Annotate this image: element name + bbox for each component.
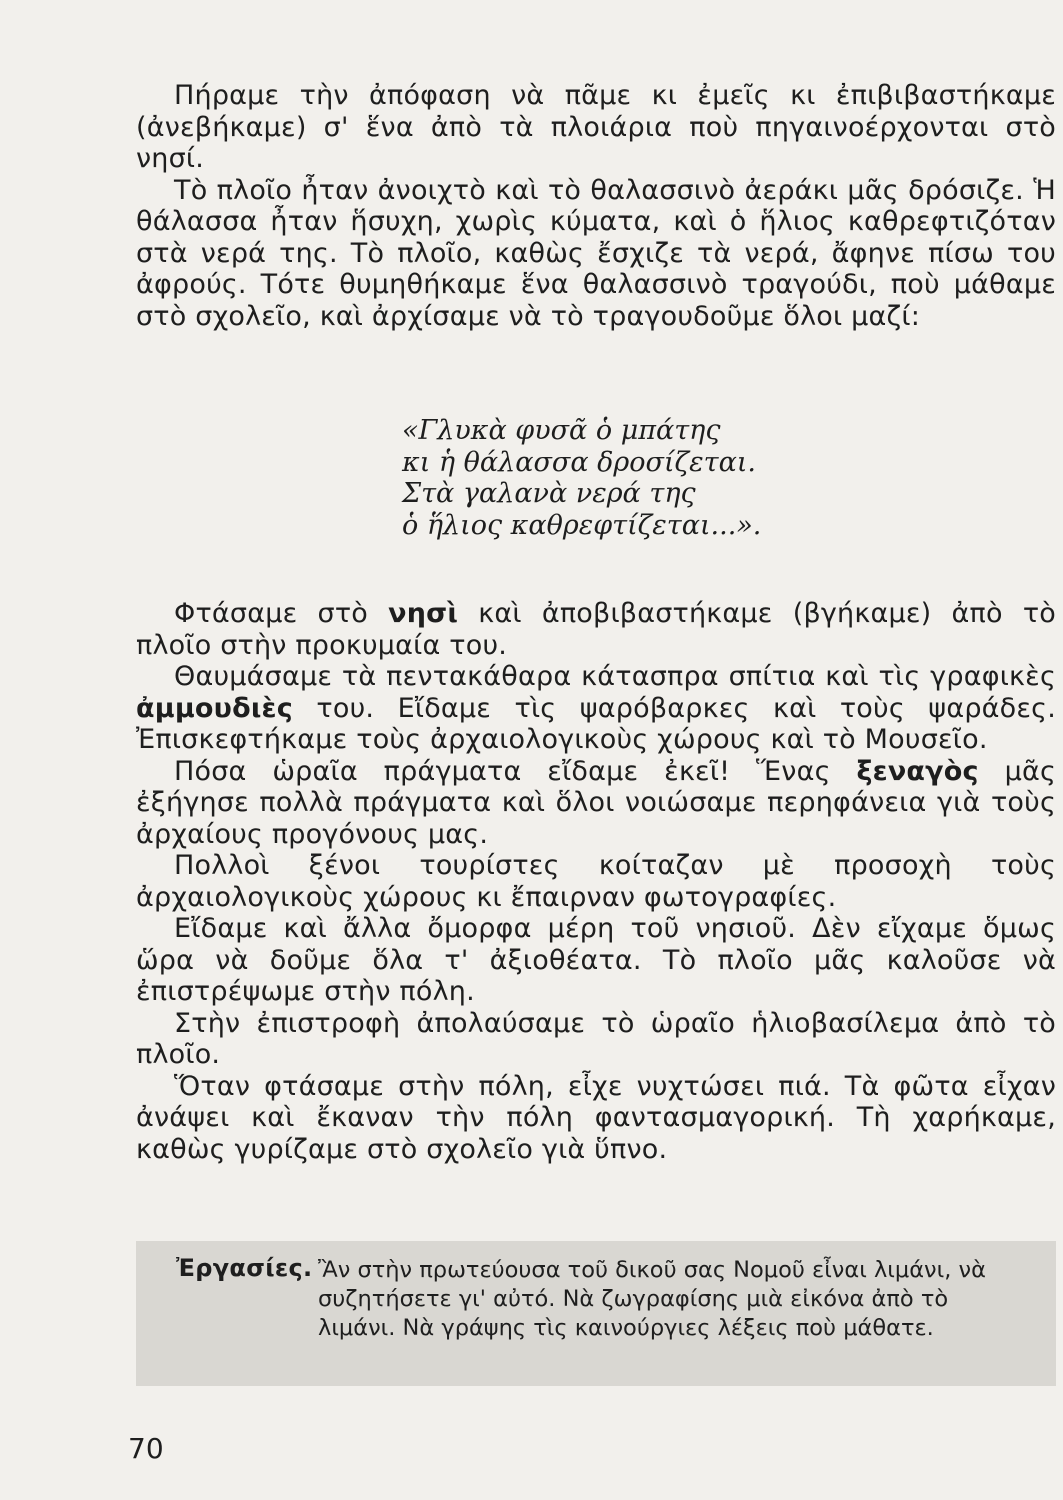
sea-song-poem bbox=[402, 415, 761, 541]
paragraph-5-text-b: μᾶς ἐξήγησε πολλὰ πράγματα καὶ ὅλοι νοιώσαμε περηφάνεια γιὰ τοὺς ἀρχαίους προγόνους μας. bbox=[136, 755, 1056, 850]
paragraph-9: Ὅταν φτάσαμε στὴν πόλη, εἶχε νυχτώσει πιά. Τὰ φῶτα εἶχαν ἀνάψει καὶ ἔκαναν τὴν πόλη φαντασμαγορική. Τὴ χαρήκαμε, καθὼς γυρίζαμε στὸ σχολεῖο γιὰ ὕπνο. bbox=[136, 1070, 1056, 1165]
paragraph-1: Πήραμε τὴν ἀπόφαση νὰ πᾶμε κι ἐμεῖς κι ἐπιβιβαστήκαμε (ἀνεβήκαμε) σ' ἕνα ἀπὸ τὰ πλοιάρια ποὺ πηγαινοέρχονται στὸ νησί. bbox=[136, 80, 1056, 174]
page-number: 70 bbox=[128, 1432, 164, 1465]
poem-line-3: Στὰ γαλανὰ νερά της bbox=[402, 478, 696, 509]
paragraph-5 bbox=[136, 756, 1056, 851]
paragraph-8: Στὴν ἐπιστροφὴ ἀπολαύσαμε τὸ ὡραῖο ἡλιοβασίλεμα ἀπὸ τὸ πλοῖο. bbox=[136, 1007, 1056, 1070]
keyword-island: νησὶ bbox=[388, 598, 459, 629]
poem-line-1: «Γλυκὰ φυσᾶ ὁ μπάτης bbox=[402, 415, 721, 446]
paragraph-3-text-b: καὶ ἀποβιβαστήκαμε (βγήκαμε) ἀπὸ τὸ πλοῖο στὴν προκυμαία του. bbox=[136, 598, 1056, 661]
story-continued bbox=[136, 598, 1056, 1165]
poem-line-4: ὁ ἥλιος καθρεφτίζεται...». bbox=[402, 509, 762, 541]
keyword-beaches: ἀμμουδιὲς bbox=[136, 692, 293, 724]
keyword-guide: ξεναγὸς bbox=[856, 755, 979, 787]
paragraph-4 bbox=[136, 661, 1056, 756]
poem-line-2: κι ἡ θάλασσα δροσίζεται. bbox=[402, 446, 757, 478]
paragraph-3 bbox=[136, 598, 1056, 661]
paragraph-6: Πολλοὶ ξένοι τουρίστες κοίταζαν μὲ προσοχὴ τοὺς ἀρχαιολογικοὺς χώρους κι ἔπαιρναν φωτογραφίες. bbox=[136, 850, 1056, 913]
paragraph-7: Εἴδαμε καὶ ἄλλα ὄμορφα μέρη τοῦ νησιοῦ. Δὲν εἴχαμε ὅμως ὥρα νὰ δοῦμε ὅλα τ' ἀξιοθέατα. Τὸ πλοῖο μᾶς καλοῦσε νὰ ἐπιστρέψωμε στὴν πόλη. bbox=[136, 913, 1056, 1007]
paragraph-5-text-a: Πόσα ὡραῖα πράγματα εἴδαμε ἐκεῖ! Ἕνας bbox=[174, 755, 857, 787]
story-intro bbox=[136, 80, 1056, 332]
tasks-label: Ἐργασίες. bbox=[176, 1254, 313, 1282]
tasks-text: Ἂν στὴν πρωτεύουσα τοῦ δικοῦ σας Νομοῦ εἶναι λιμάνι, νὰ συζητήσετε γι' αὐτό. Νὰ ζωγραφίσης μιὰ εἰκόνα ἀπὸ τὸ λιμάνι. Νὰ γράψης τὶς καινούργιες λέξεις ποὺ μάθατε. bbox=[318, 1257, 986, 1341]
paragraph-2: Τὸ πλοῖο ἦταν ἀνοιχτὸ καὶ τὸ θαλασσινὸ ἀεράκι μᾶς δρόσιζε. Ἡ θάλασσα ἦταν ἥσυχη, χωρὶς κύματα, καὶ ὁ ἥλιος καθρεφτιζόταν στὰ νερά της. Τὸ πλοῖο, καθὼς ἔσχιζε τὰ νερά, ἄφηνε πίσω του ἀφρούς. Τότε θυμηθήκαμε ἕνα θαλασσινὸ τραγούδι, ποὺ μάθαμε στὸ σχολεῖο, καὶ ἀρχίσαμε νὰ τὸ τραγουδοῦμε ὅλοι μαζί: bbox=[136, 174, 1056, 332]
paragraph-4-text-b: του. Εἴδαμε τὶς ψαρόβαρκες καὶ τοὺς ψαράδες. Ἐπισκεφτήκαμε τοὺς ἀρχαιολογικοὺς χώρους καὶ τὸ Μουσεῖο. bbox=[136, 692, 1056, 755]
paragraph-4-text-a: Θαυμάσαμε τὰ πεντακάθαρα κάτασπρα σπίτια καὶ τὶς γραφικὲς bbox=[174, 661, 1056, 692]
paragraph-3-text-a: Φτάσαμε στὸ bbox=[174, 598, 389, 629]
